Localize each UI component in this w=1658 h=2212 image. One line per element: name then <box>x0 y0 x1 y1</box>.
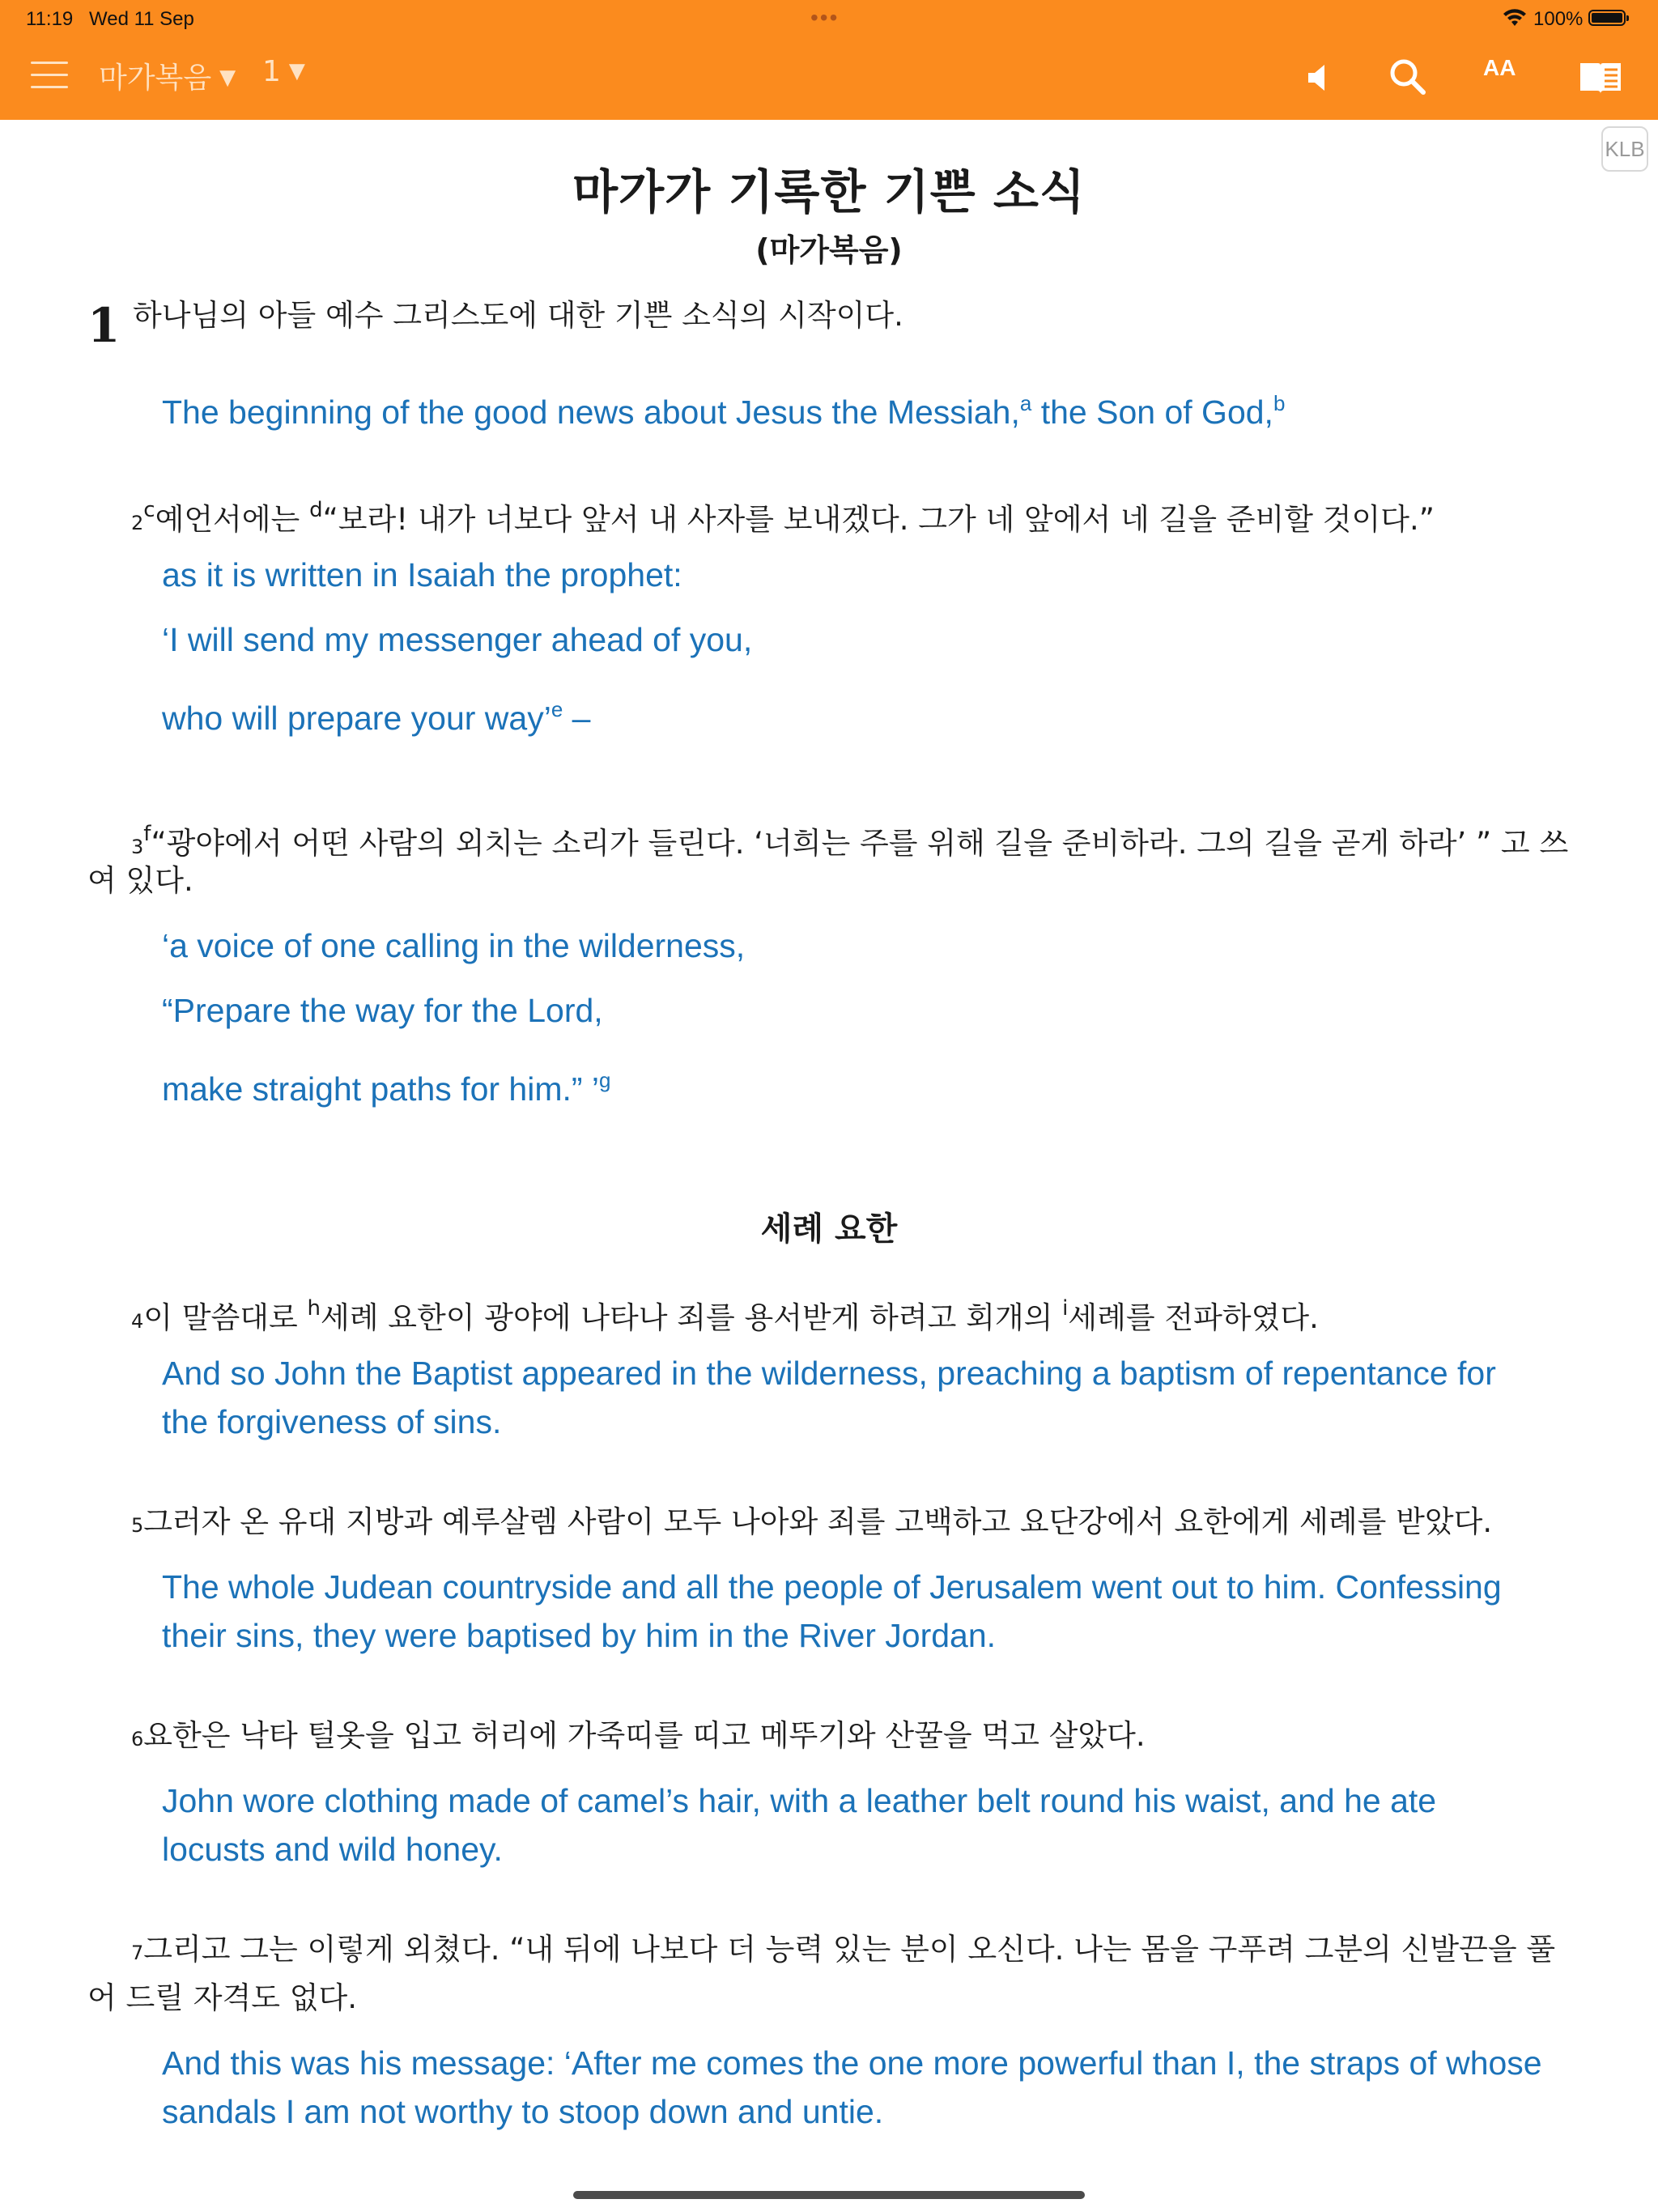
verse-2-english-line[interactable]: as it is written in Isaiah the prophet: <box>162 556 682 593</box>
wifi-icon <box>1503 8 1527 28</box>
verse-6-korean[interactable] <box>131 1712 1146 1763</box>
battery-icon <box>1588 10 1626 26</box>
verse-1-english-text-2: the Son of God, <box>1031 393 1273 431</box>
verse-7-korean-a: 그리고 그는 이렇게 외쳤다. “내 뒤에 나보다 더 능력 있는 분이 오신다. 나는 몸을 구푸려 그분의 신발끈을 풀 <box>143 1932 1556 1967</box>
verse-2-english-text: who will prepare your way’ <box>162 700 551 737</box>
verse-1-korean[interactable]: 하나님의 아들 예수 그리스도에 대한 기쁜 소식의 시작이다. <box>133 298 903 333</box>
multitasking-dots-icon[interactable]: ••• <box>810 5 840 30</box>
verse-4-korean-b: 세례 요한이 광야에 나타나 죄를 용서받게 하려고 회개의 <box>321 1300 1063 1335</box>
status-date: Wed 11 Sep <box>89 8 194 30</box>
verse-7-korean-cont[interactable]: 어 드릴 자격도 없다. <box>87 1980 357 2015</box>
verse-number: 3 <box>131 836 144 858</box>
version-badge[interactable]: KLB <box>1601 126 1648 172</box>
footnote-g[interactable]: g <box>599 1068 611 1092</box>
verse-5-korean-text: 그러자 온 유대 지방과 예루살렘 사람이 모두 나아와 죄를 고백하고 요단강에서 요한에게 세례를 받았다. <box>143 1504 1493 1539</box>
verse-3-english-text: make straight paths for him.” ’ <box>162 1070 600 1108</box>
verse-3-english-line[interactable] <box>162 1056 611 1113</box>
verse-5-english-line[interactable]: their sins, they were baptised by him in the River Jordan. <box>162 1617 997 1654</box>
text-size-label: AA <box>1483 55 1516 80</box>
menu-icon[interactable] <box>31 62 68 94</box>
verse-4-english-line[interactable]: And so John the Baptist appeared in the wilderness, preaching a baptism of repentance for <box>162 1355 1496 1392</box>
verse-4-korean-c: 세례를 전파하였다. <box>1068 1300 1319 1335</box>
verse-4-english-line[interactable]: the forgiveness of sins. <box>162 1403 502 1440</box>
verse-2-korean[interactable] <box>131 486 1435 547</box>
chapter-number: 1 <box>87 298 121 353</box>
verse-6-english-line[interactable]: John wore clothing made of camel’s hair, with a leather belt round his waist, and he ate <box>162 1782 1437 1819</box>
cross-ref-i[interactable]: i <box>1062 1296 1069 1321</box>
verse-3-english-line[interactable]: “Prepare the way for the Lord, <box>162 992 603 1029</box>
verse-6-english-line[interactable]: locusts and wild honey. <box>162 1831 503 1868</box>
cross-ref-c[interactable]: c <box>143 498 155 522</box>
top-bar <box>0 0 1658 120</box>
verse-1-english[interactable] <box>162 379 1285 436</box>
verse-7-english-line[interactable]: sandals I am not worthy to stoop down and untie. <box>162 2093 884 2130</box>
chevron-down-icon: ▼ <box>288 59 305 83</box>
footnote-a[interactable]: a <box>1019 391 1032 415</box>
parallel-bible-icon[interactable] <box>1577 58 1624 97</box>
verse-2-english-line[interactable]: ‘I will send my messenger ahead of you, <box>162 621 753 658</box>
cross-ref-h[interactable]: h <box>307 1296 321 1321</box>
book-selector-label: 마가복음 <box>99 62 212 95</box>
verse-number: 2 <box>131 512 144 534</box>
verse-3-korean[interactable] <box>131 810 1568 871</box>
cross-ref-f[interactable]: f <box>143 822 151 846</box>
text-size-icon[interactable] <box>1483 55 1516 81</box>
battery-percent: 100% <box>1533 8 1584 30</box>
search-icon[interactable] <box>1388 57 1428 97</box>
verse-2-korean-b: “보라! 내가 너보다 앞서 내 사자를 보내겠다. 그가 네 앞에서 네 길을 준비할 것이다.” <box>322 502 1435 537</box>
verse-2-english-line[interactable] <box>162 685 590 742</box>
verse-4-korean-a: 이 말씀대로 <box>143 1300 308 1335</box>
verse-3-korean-cont[interactable]: 여 있다. <box>87 863 193 898</box>
book-subtitle: (마가복음) <box>755 232 903 268</box>
chapter-selector-label: 1 <box>262 55 281 88</box>
verse-3-english-line[interactable]: ‘a voice of one calling in the wilderness, <box>162 927 746 964</box>
verse-2-korean-a: 예언서에는 <box>155 502 310 537</box>
book-selector[interactable] <box>99 55 236 96</box>
chevron-down-icon: ▼ <box>219 66 236 90</box>
status-time: 11:19 <box>26 8 74 30</box>
status-bar <box>0 0 1658 37</box>
footnote-b[interactable]: b <box>1273 391 1286 415</box>
footnote-e[interactable]: e <box>551 697 563 721</box>
verse-5-english-line[interactable]: The whole Judean countryside and all the people of Jerusalem went out to him. Confessing <box>162 1568 1502 1606</box>
verse-number: 5 <box>131 1514 144 1537</box>
verse-7-english-line[interactable]: And this was his message: ‘After me comes the one more powerful than I, the straps of whose <box>162 2044 1542 2082</box>
chapter-selector[interactable] <box>262 55 305 88</box>
cross-ref-d[interactable]: d <box>309 498 323 522</box>
verse-2-english-dash: – <box>563 700 591 737</box>
section-heading: 세례 요한 <box>760 1210 898 1248</box>
verse-1-english-text: The beginning of the good news about Jesus the Messiah, <box>162 393 1020 431</box>
verse-number: 6 <box>131 1728 144 1750</box>
book-title: 마가가 기록한 기쁜 소식 <box>572 164 1086 219</box>
verse-5-korean[interactable] <box>131 1498 1492 1550</box>
speaker-icon[interactable] <box>1305 62 1333 94</box>
verse-7-korean[interactable] <box>131 1925 1555 1977</box>
verse-number: 7 <box>131 1942 144 1964</box>
verse-6-korean-text: 요한은 낙타 털옷을 입고 허리에 가죽띠를 띠고 메뚜기와 산꿀을 먹고 살았다. <box>143 1718 1146 1753</box>
toolbar <box>0 37 1658 120</box>
battery-level-fill <box>1592 13 1622 23</box>
verse-number: 4 <box>131 1310 144 1333</box>
home-indicator[interactable] <box>573 2191 1085 2199</box>
verse-3-korean-a: “광야에서 어떤 사람의 외치는 소리가 들린다. ‘너희는 주를 위해 길을 준비하라. 그의 길을 곧게 하라’ ” 고 쓰 <box>151 826 1569 861</box>
verse-4-korean[interactable] <box>131 1284 1319 1346</box>
